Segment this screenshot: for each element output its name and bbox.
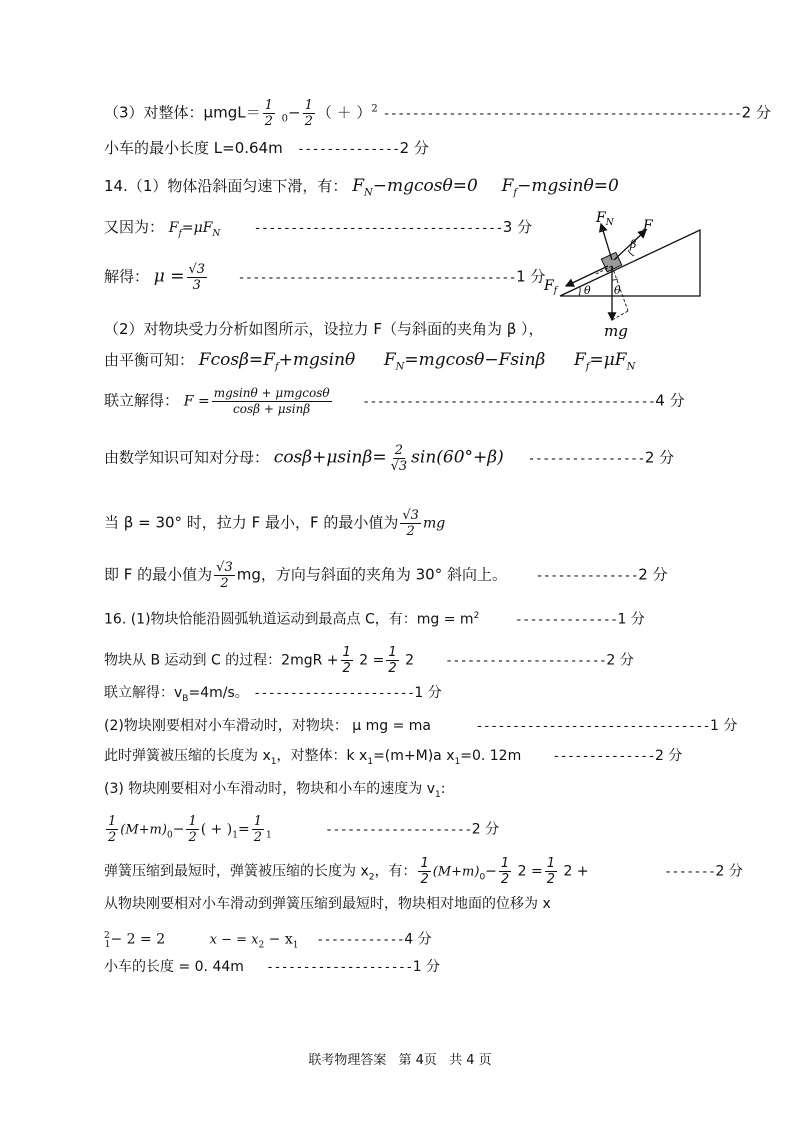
q14-minimum-force: 当 β = 30° 时，拉力 F 最小，F 的最小值为 $\frac{√3}{2}$ mg <box>104 508 446 539</box>
line-prefix: （3）对整体：μmgL＝ <box>104 103 261 122</box>
label-ff: $F_f$ <box>544 278 558 296</box>
q16-spring-x1: 此时弹簧被压缩的长度为 $x_1$，对整体：k $x_1=(m+M)a$ $x_1=0$. 12m --------------2 分 <box>104 748 683 767</box>
q14-combined-solution: 联立解得： F = $\frac{\text{mgsinθ + μmgcosθ}}{\cos\beta + \mu\sin\beta}$ ----------------------------------------4 分 <box>104 386 685 416</box>
normal-force-arrow <box>601 224 612 260</box>
label-beta: β <box>630 238 637 251</box>
label-mg: mg <box>604 322 628 340</box>
page-footer <box>0 1049 800 1068</box>
q16-part1: 16. (1)物块恰能沿圆弧轨道运动到最高点 C，有：mg = $m^2$ --------------1 分 <box>104 611 645 628</box>
q16-b-to-c: 物块从 B 运动到 C 的过程：2mgR + $\frac{1}{2}$ 2 = $\frac{1}{2}$ 2 ----------------------2 分 <box>104 645 634 676</box>
angle-arc-theta <box>579 287 580 296</box>
footer-title: 联考物理答案 <box>308 1053 387 1068</box>
q16-vb: 联立解得：$v_B=4m/s$。 ----------------------1 分 <box>104 685 442 704</box>
score: 2 分 <box>741 103 771 122</box>
score-dashes: ------------------------------------------------- <box>382 106 742 122</box>
q14-part2-intro: （2）对物块受力分析如图所示，设拉力 F（与斜面的夹角为 β ）， <box>104 320 544 338</box>
q14-denominator: 由数学知识可知对分母： cosβ+μsinβ= $\frac{2}{√3}$ sin(60°+β) ----------------2 分 <box>104 443 675 474</box>
label-theta-2: θ <box>614 284 621 297</box>
answer-line-min-length: 小车的最小长度 L=0.64m --------------2 分 <box>104 139 429 157</box>
q16-displacement-eq: $^2_1$− 2 = 2 x − = $x_2 - x_1$ ------------4 分 <box>104 931 432 951</box>
angle-arc-theta-2 <box>612 279 618 280</box>
force-diagram <box>538 208 708 343</box>
fraction: $\frac{1}{2}$ <box>264 98 273 129</box>
q16-part2: (2)物块刚要相对小车滑动时，对物块： μ mg = ma --------------------------------1 分 <box>104 718 738 734</box>
q16-part3: (3) 物块刚要相对小车滑动时，物块和小车的速度为 $v_1$: <box>104 781 446 800</box>
answer-line-3-whole: （3）对整体：μmgL＝ $\frac{1}{2}$ $_0$− $\frac{1}{2}$ （ ＋ ）$^2$ -------------------------------------------------2 分 <box>104 98 771 129</box>
q14-min-direction: 即 F 的最小值为 $\frac{√3}{2}$ mg，方向与斜面的夹角为 30° 斜向上。 --------------2 分 <box>104 560 668 591</box>
dashed-component <box>612 311 628 320</box>
q14-equilibrium: 由平衡可知： $Fcos\beta=F_f+mgsin\theta$ $F_N=mgcos\theta-Fsin\beta$ $F_f=\mu F_N$ <box>104 350 636 373</box>
q16-displacement-intro: 从物块刚要相对小车滑动到弹簧压缩到最短时，物块相对地面的位移为 x <box>104 896 551 912</box>
label-fn: $F_N$ <box>596 210 614 228</box>
fraction: $\frac{1}{2}$ <box>304 98 313 129</box>
label-theta-1: θ <box>584 284 591 297</box>
q16-car-length: 小车的长度 = 0. 44m --------------------1 分 <box>104 959 441 975</box>
q14-friction-line: 又因为： $F_f=\mu F_N$ ----------------------------------3 分 <box>104 218 533 239</box>
q14-solve-mu: 解得： μ = $\frac{√3}{3}$ --------------------------------------1 分 <box>104 262 546 293</box>
q16-energy-eq1: $\frac{1}{2}$ $(M+m)_0-$ $\frac{1}{2}$ ( + )$_1=$ $\frac{1}{2}$ $_1$ --------------------2 分 <box>108 814 500 845</box>
q14-part1-line: 14.（1）物体沿斜面匀速下滑，有： $F_N-mgcos\theta=0$ $F_f-mgsin\theta=0$ <box>104 176 619 199</box>
q16-spring-x2: 弹簧压缩到最短时，弹簧被压缩的长度为 $x_2$，有： $\frac{1}{2}$ $(M+m)_0-$ $\frac{1}{2}$ 2 = $\frac{1}{2}$ 2 + -------2 分 <box>104 856 743 887</box>
label-f: F <box>643 218 653 234</box>
footer-page: 第 4页 <box>398 1053 437 1068</box>
footer-total: 共 4 页 <box>449 1053 492 1068</box>
